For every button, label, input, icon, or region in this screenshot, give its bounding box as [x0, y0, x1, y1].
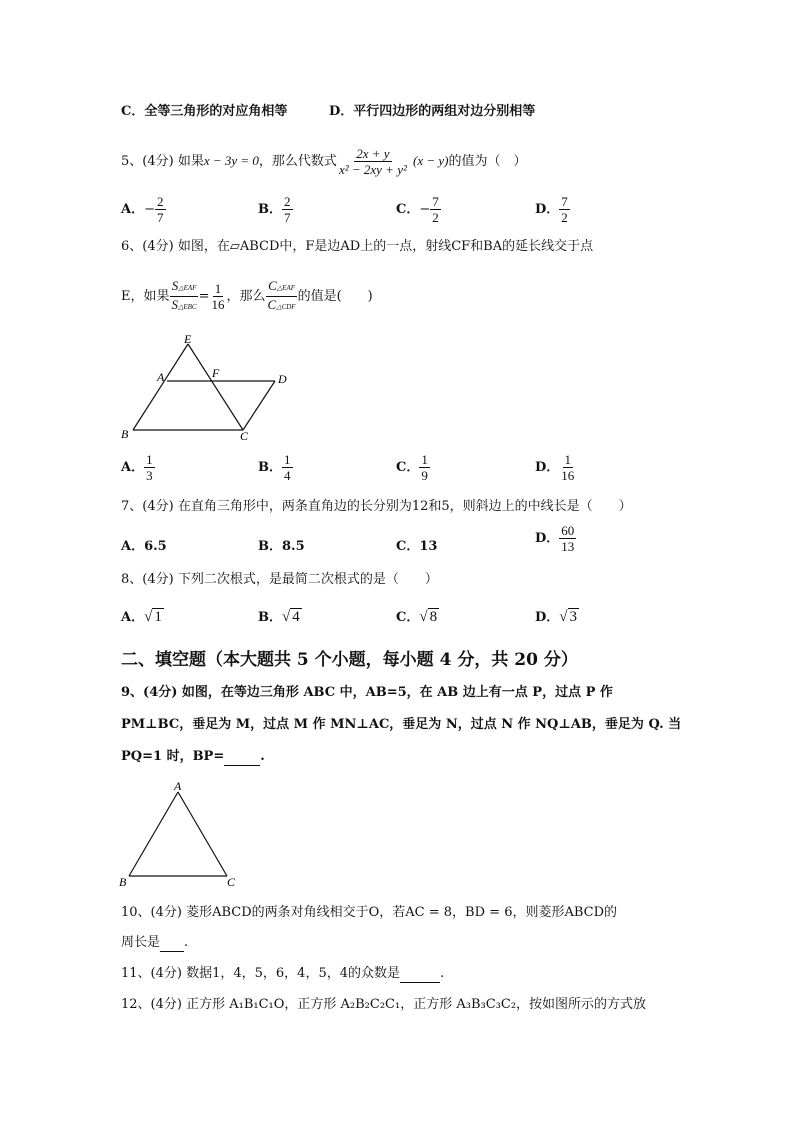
q5-factor: (x − y) [413, 153, 449, 168]
q4-option-c: C．全等三角形的对应角相等 [121, 104, 288, 119]
question-9-line-1: 9、(4分) 如图，在等边三角形 ABC 中，AB=5，在 AB 边上有一点 P，过点 P 作 [121, 685, 613, 700]
q5-option-c: C．− $\frac{7}{2}$ [396, 194, 439, 225]
q9-triangle-figure [115, 778, 245, 890]
q6-option-a: A． $\frac{1}{3}$ [121, 452, 153, 483]
q6-option-c: C． $\frac{1}{9}$ [396, 452, 428, 483]
question-9-line-3: PQ=1 时，BP= . [121, 749, 265, 764]
q8-option-b: B．√ 4 [258, 609, 300, 625]
line-cd [243, 381, 275, 430]
label-f: F [212, 366, 220, 380]
line-eb [133, 344, 188, 430]
q6-option-d: D． $\frac{1}{16}$ [535, 452, 575, 483]
q7-option-a: A．6.5 [121, 539, 167, 554]
q5-condition: x − 3y = 0 [203, 153, 259, 168]
label-c: C [240, 429, 249, 443]
question-7: 7、(4分) 在直角三角形中，两条直角边的长分别为12和5，则斜边上的中线长是（ ） [121, 499, 632, 514]
question-8: 8、(4分) 下列二次根式，是最简二次根式的是（ ） [121, 572, 438, 587]
question-6-line-2: E，如果 $\frac{\text{S△EAF}}{\text{S△EBC}}$ = $\frac{1}{16}$ ，那么 $\frac{\text{C△EAF}}{\text{C△CDF}}$ 的值是( ) [121, 278, 373, 312]
q6-option-b: B． $\frac{1}{4}$ [258, 452, 291, 483]
q5-mid: ，那么代数式 [258, 154, 337, 169]
q8-option-c: C．√ 8 [396, 609, 438, 625]
q8-option-d: D．√ 3 [535, 609, 578, 625]
question-11: 11、(4分) 数据1，4，5，6，4，5，4的众数是 . [121, 966, 445, 981]
q7-option-b: B．8.5 [258, 539, 305, 554]
label-b: B [119, 875, 127, 889]
line-ca [178, 792, 227, 876]
question-10-line-2: 周长是 . [121, 935, 189, 950]
q7-option-d: D． $\frac{60}{13}$ [535, 523, 575, 554]
q5-option-a: A．− $\frac{2}{7}$ [121, 194, 164, 225]
q6-parallelogram-figure [115, 330, 305, 445]
q5-prefix: 5、(4分) 如果 [121, 154, 204, 169]
question-9-line-2: PM⊥BC，垂足为 M，过点 M 作 MN⊥AC，垂足为 N，过点 N 作 NQ⊥AB，垂足为 Q. 当 [121, 717, 682, 732]
q5-fraction: $\frac{2x + y}{\text{x² − 2xy + y²}}$ [338, 146, 407, 177]
q11-answer-blank[interactable] [400, 970, 440, 983]
question-6-line-1: 6、(4分) 如图，在▱ABCD中，F是边AD上的一点，射线CF和BA的延长线交于点 [121, 239, 594, 254]
label-b: B [121, 427, 129, 441]
q5-option-d: D． $\frac{7}{2}$ [535, 194, 568, 225]
label-a: A [157, 370, 165, 384]
q7-option-c: C．13 [396, 539, 438, 554]
question-5 [121, 146, 527, 177]
q4-option-d: D．平行四边形的两组对边分别相等 [329, 104, 536, 119]
q9-answer-blank[interactable] [224, 753, 260, 766]
q5-option-b: B． $\frac{2}{7}$ [258, 194, 291, 225]
label-e: E [184, 332, 192, 346]
q5-suffix: 的值为（ ） [448, 154, 527, 169]
question-10-line-1: 10、(4分) 菱形ABCD的两条对角线相交于O，若AC = 8，BD = 6，则菱形ABCD的 [121, 905, 618, 920]
question-12: 12、(4分) 正方形 A₁B₁C₁O，正方形 A₂B₂C₂C₁，正方形 A₃B₃C₃C₂，按如图所示的方式放 [121, 997, 647, 1012]
section-2-title: 二、填空题（本大题共 5 个小题，每小题 4 分，共 20 分） [121, 650, 578, 670]
q8-option-a: A．√ 1 [121, 609, 162, 625]
label-c: C [227, 875, 236, 889]
q10-answer-blank[interactable] [160, 939, 184, 952]
line-ec [188, 344, 243, 430]
label-d: D [278, 372, 287, 386]
label-a: A [174, 779, 182, 793]
line-ab [129, 792, 178, 876]
